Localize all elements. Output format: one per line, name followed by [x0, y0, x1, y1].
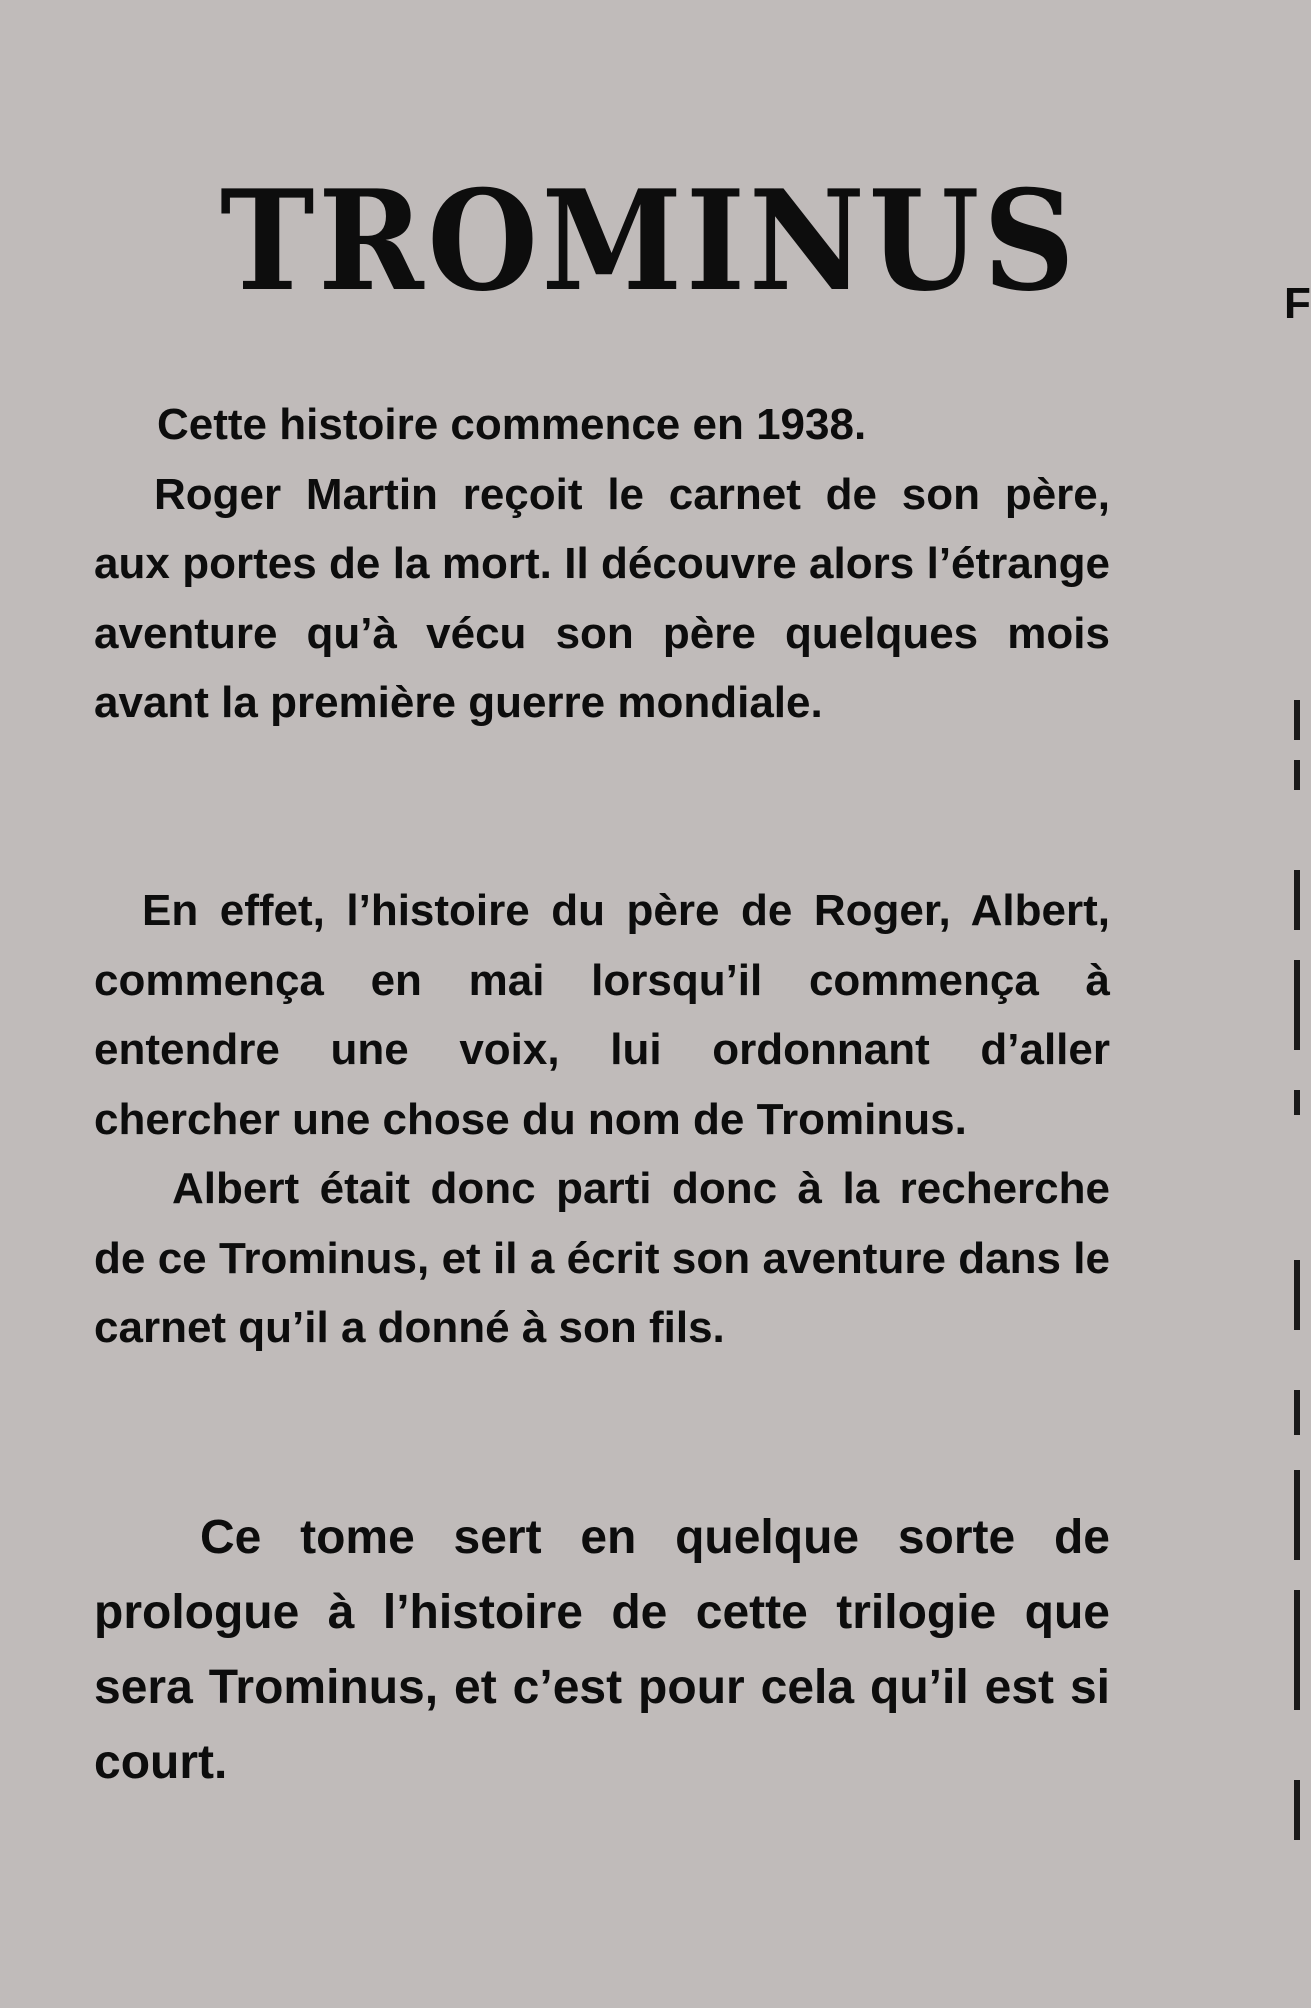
spine-mark	[1294, 1470, 1300, 1560]
summary-intro	[94, 390, 1110, 738]
spine-mark	[1294, 1780, 1300, 1840]
spine-mark	[1294, 1390, 1300, 1435]
summary-paragraph-3: Albert était donc parti donc à la recherche de ce Trominus, et il a écrit son aventure dans le carnet qu’il a donné à son fils.	[94, 1164, 1110, 1352]
spine-mark	[1294, 870, 1300, 930]
spine-cut-letter: F	[1284, 279, 1311, 328]
spine-mark	[1294, 700, 1300, 740]
intro-sentence: Cette histoire commence en 1938.	[157, 400, 867, 449]
summary-closing	[94, 1500, 1110, 1800]
book-title: TROMINUS	[220, 159, 1079, 322]
spine-mark	[1294, 760, 1300, 790]
summary-story	[94, 876, 1110, 1363]
spine-mark	[1294, 960, 1300, 1050]
summary-paragraph-4: Ce tome sert en quelque sorte de prologue à l’histoire de cette trilogie que sera Trominus, et c’est pour cela qu’il est si court.	[94, 1511, 1110, 1789]
spine-mark	[1294, 1260, 1300, 1330]
summary-paragraph-1: Roger Martin reçoit le carnet de son père, aux portes de la mort. Il découvre alors l’étrange aventure qu’à vécu son père quelques mois avant la première guerre mondiale.	[94, 469, 1110, 727]
spine-mark	[1294, 1090, 1300, 1115]
spine-edge-marks	[1292, 690, 1300, 1900]
spine-mark	[1294, 1590, 1300, 1710]
summary-paragraph-2: En effet, l’histoire du père de Roger, Albert, commença en mai lorsqu’il commença à entendre une voix, lui ordonnant d’aller chercher une chose du nom de Trominus.	[94, 886, 1110, 1144]
